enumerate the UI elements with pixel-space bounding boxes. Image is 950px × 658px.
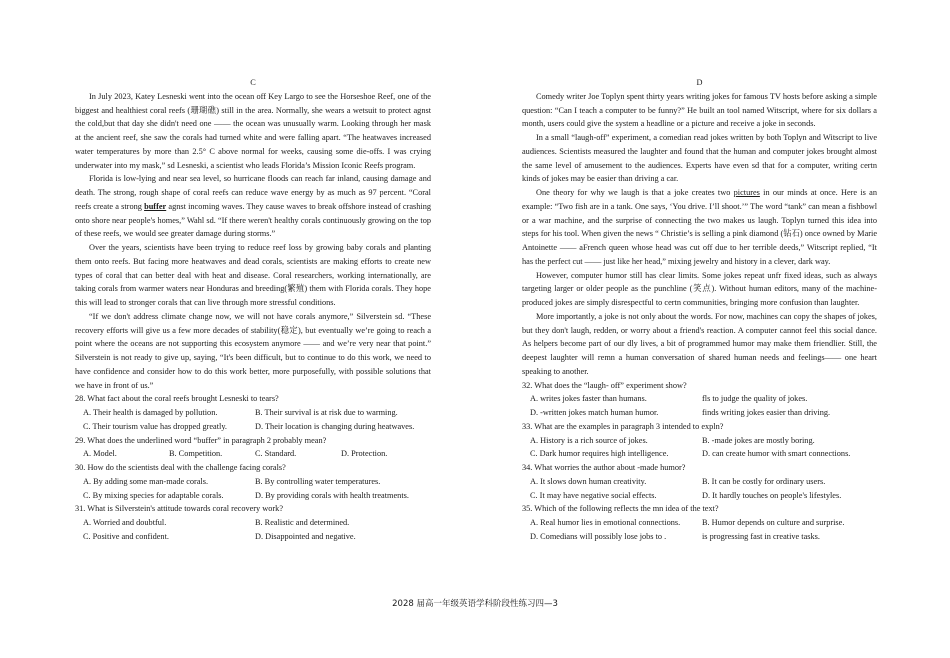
answer-option[interactable]: A. It slows down human creativity. bbox=[530, 476, 647, 486]
option-row bbox=[75, 489, 431, 503]
option-row bbox=[522, 489, 877, 503]
question-stem: 30. How do the scientists deal with the challenge facing corals? bbox=[75, 463, 286, 472]
answer-option[interactable]: A. writes jokes faster than humans. bbox=[530, 394, 647, 404]
answer-option[interactable]: A. Real humor lies in emotional connections. bbox=[530, 518, 681, 527]
answer-option[interactable]: A. By adding some man-made corals. bbox=[83, 476, 209, 486]
answer-option[interactable]: C. Their tourism value has dropped greatly. bbox=[83, 421, 228, 431]
option-row bbox=[522, 434, 877, 448]
questions-d bbox=[522, 379, 877, 544]
passage-d-label: D bbox=[696, 78, 703, 87]
underlined-word-buffer: buffer bbox=[144, 201, 167, 211]
question-stem: 34. What worries the author about -made humor? bbox=[522, 463, 686, 472]
answer-option[interactable]: fls to judge the quality of jokes. bbox=[702, 394, 808, 404]
answer-option[interactable]: B. Competition. bbox=[169, 449, 223, 459]
answer-option[interactable]: A. Their health is damaged by pollution. bbox=[83, 408, 218, 417]
option-row bbox=[75, 530, 431, 544]
answer-option[interactable]: B. -made jokes are mostly boring. bbox=[702, 435, 815, 445]
answer-option[interactable]: is progressing fast in creative tasks. bbox=[702, 531, 820, 541]
answer-option[interactable]: D. can create humor with smart connections. bbox=[702, 449, 851, 459]
answer-option[interactable]: B. Their survival is at risk due to warming. bbox=[255, 408, 398, 417]
passage-c-paragraph-1: In July 2023, Katey Lesneski went into the ocean off Key Largo to see the Horseshoe Reef, one of the biggest and healthiest coral reefs (珊瑚礁) still in the area. Normally, she wears a wetsuit to protect agnst the cold,but that day she didn't need one —— the ocean was unusually warm. Looking through her mask at the ancient reef, she saw the corals had turned white and were falling apart. “The heatwaves increased water temperatures by more than 2.5° C above normal for weeks, causing some die-offs. I was crying underwater into my mask,” sd Lesneski, a scientist who leads Florida’s Mission Iconic Reefs program. bbox=[75, 91, 431, 170]
option-row bbox=[522, 530, 877, 544]
option-row bbox=[522, 475, 877, 489]
answer-option[interactable]: D. Protection. bbox=[341, 449, 388, 459]
passage-c-paragraph-3: Over the years, scientists have been trying to reduce reef loss by growing baby corals and planting them onto reefs. But facing more heatwaves and dead corals, scientists are making efforts to create new types of coral that can better deal with heat and disease. Coral researchers, working internationally, are taking corals from warmer waters near Honduras and breeding(繁殖) them with Florida corals. They hope this will lead to stronger corals that can live through more stressful conditions. bbox=[75, 243, 431, 307]
option-row bbox=[75, 406, 431, 420]
answer-option[interactable]: A. Model. bbox=[83, 449, 117, 459]
passage-c-column bbox=[75, 76, 431, 544]
option-row bbox=[522, 447, 877, 461]
answer-option[interactable]: A. History is a rich source of jokes. bbox=[530, 435, 648, 445]
answer-option[interactable]: D. Comedians will possibly lose jobs to . bbox=[530, 531, 667, 541]
p3-text-before: One theory for why we laugh is that a joke creates two bbox=[536, 188, 734, 197]
option-row bbox=[522, 406, 877, 420]
answer-option[interactable]: B. By controlling water temperatures. bbox=[255, 476, 381, 486]
option-row bbox=[522, 516, 877, 530]
answer-option[interactable]: C. It may have negative social effects. bbox=[530, 490, 657, 500]
answer-option[interactable]: B. Realistic and determined. bbox=[255, 518, 350, 527]
answer-option[interactable]: D. Disappointed and negative. bbox=[255, 531, 356, 541]
passage-d-column bbox=[522, 76, 877, 544]
passage-d-paragraph-3 bbox=[522, 186, 877, 269]
option-row bbox=[75, 420, 431, 434]
passage-d-paragraph-5: More importantly, a joke is not only about the words. For now, machines can copy the shapes of jokes, but they don't laugh, redden, or worry about a friend's reaction. A computer cannot feel this social dance. As helpers become part of our dly lives, a bit of programmed humor may make them friendlier. Still, the deepest laughter will remn a human conversation of shared human needs and feelings—— one heart speaking to another. bbox=[522, 311, 877, 376]
passage-d-paragraph-1: Comedy writer Joe Toplyn spent thirty years writing jokes for famous TV hosts before asking a simple question: “Can I teach a computer to be funny?” He built an tool named Witscript, where for six dollars a month, users could give the system a headline or a picture and receive a joke in seconds. bbox=[522, 91, 877, 129]
option-row bbox=[75, 475, 431, 489]
answer-option[interactable]: A. Worried and doubtful. bbox=[83, 518, 167, 527]
answer-option[interactable]: C. Positive and confident. bbox=[83, 531, 169, 541]
p2-text-after: agnst incoming waves. They cause waves to break offshore instead of crashing onto shore near people's homes,” Wahl sd. “If there weren't healthy corals continuously growing on the top of these reefs, we would see greater damage during storms.” bbox=[75, 201, 431, 239]
option-row bbox=[75, 516, 431, 530]
answer-option[interactable]: D. By providing corals with health treatments. bbox=[255, 490, 409, 500]
passage-c-paragraph-4: “If we don't address climate change now, we will not have corals anymore,” Silverstein sd. “These recovery efforts will give us a few more decades of stability(稳定), but eventually we’re going to reach a point where the oceans are not supporting this ecosystem anymore —— and we’re very near that point.” Silverstein is not ready to give up, saying, “It's been difficult, but to continue to do this work, we need to have confidence and consider how to do this work better, more purposefully, with possible solutions that we have in front of us.” bbox=[75, 311, 431, 390]
page-footer: 2028 届高一年级英语学科阶段性练习四—3 bbox=[392, 599, 558, 609]
question-stem: 33. What are the examples in paragraph 3 intended to expln? bbox=[522, 421, 724, 431]
option-row bbox=[522, 392, 877, 406]
answer-option[interactable]: C. Standard. bbox=[255, 449, 297, 459]
answer-option[interactable]: D. Their location is changing during heatwaves. bbox=[255, 421, 415, 431]
questions-c bbox=[75, 392, 431, 543]
answer-option[interactable]: C. By mixing species for adaptable corals. bbox=[83, 490, 224, 500]
passage-d-paragraph-2: In a small “laugh-off” experiment, a comedian read jokes written by both Toplyn and Witscript to live audiences. Scientists measured the laughter and found that the human and computer jokes brought almost the same level of amusement to the audiences. Experts have even sd that for a computer, writing certn kinds of jokes may be easier than driving a car. bbox=[522, 133, 877, 184]
question-stem: 28. What fact about the coral reefs brought Lesneski to tears? bbox=[75, 394, 279, 404]
answer-option[interactable]: C. Dark humor requires high intelligence. bbox=[530, 449, 669, 459]
passage-c-label: C bbox=[250, 78, 256, 87]
answer-option[interactable]: D. It hardly touches on people's lifestyles. bbox=[702, 490, 842, 500]
answer-option[interactable]: B. It can be costly for ordinary users. bbox=[702, 476, 826, 486]
underlined-word-pictures: pictures bbox=[733, 188, 760, 197]
question-stem: 29. What does the underlined word “buffer” in paragraph 2 probably mean? bbox=[75, 435, 327, 445]
question-stem: 35. Which of the following reflects the mn idea of the text? bbox=[522, 504, 719, 514]
question-stem: 32. What does the “laugh- off” experiment show? bbox=[522, 380, 687, 390]
option-row bbox=[75, 447, 431, 461]
passage-c-paragraph-2 bbox=[75, 172, 431, 241]
question-stem: 31. What is Silverstein's attitude towards coral recovery work? bbox=[75, 504, 284, 514]
p3-text-after: in our minds at once. Here is an example: “Two fish are in a tank. One says, ‘You drive. I’ll shoot.’” The word “tank” can mean a fishbowl or a war machine, and the surprise of connecting the two makes us laugh. Toplyn turned this idea into steps for his tool. When given the news “ Christie’s is selling a pink diamond (钻石) once owned by Marie Antoinette —— aFrench queen whose head was cut off due to her terrible deeds,” Witscript replied, “It has the perfect cut —— just like her head,” mixing jewelry and history in a clever, dark way. bbox=[522, 188, 877, 266]
passage-d-paragraph-4: However, computer humor still has clear limits. Some jokes repeat unfr fixed ideas, such as always targeting larger or older people as the punchline (笑点). Without human editors, many of the machine-produced jokes are simply disrespectful to certn communities, bringing more confusion than laughter. bbox=[522, 270, 877, 307]
p2-text-before: Florida is low-lying and near sea level, so hurricane floods can reach far inland, causing damage and death. The strong, rough shape of coral reefs can reduce wave energy by as much as 97 percent. “Coral reefs create a strong bbox=[75, 174, 431, 211]
answer-option[interactable]: finds writing jokes easier than driving. bbox=[702, 408, 831, 417]
answer-option[interactable]: D. -written jokes match human humor. bbox=[530, 408, 659, 417]
answer-option[interactable]: B. Humor depends on culture and surprise. bbox=[702, 518, 845, 527]
